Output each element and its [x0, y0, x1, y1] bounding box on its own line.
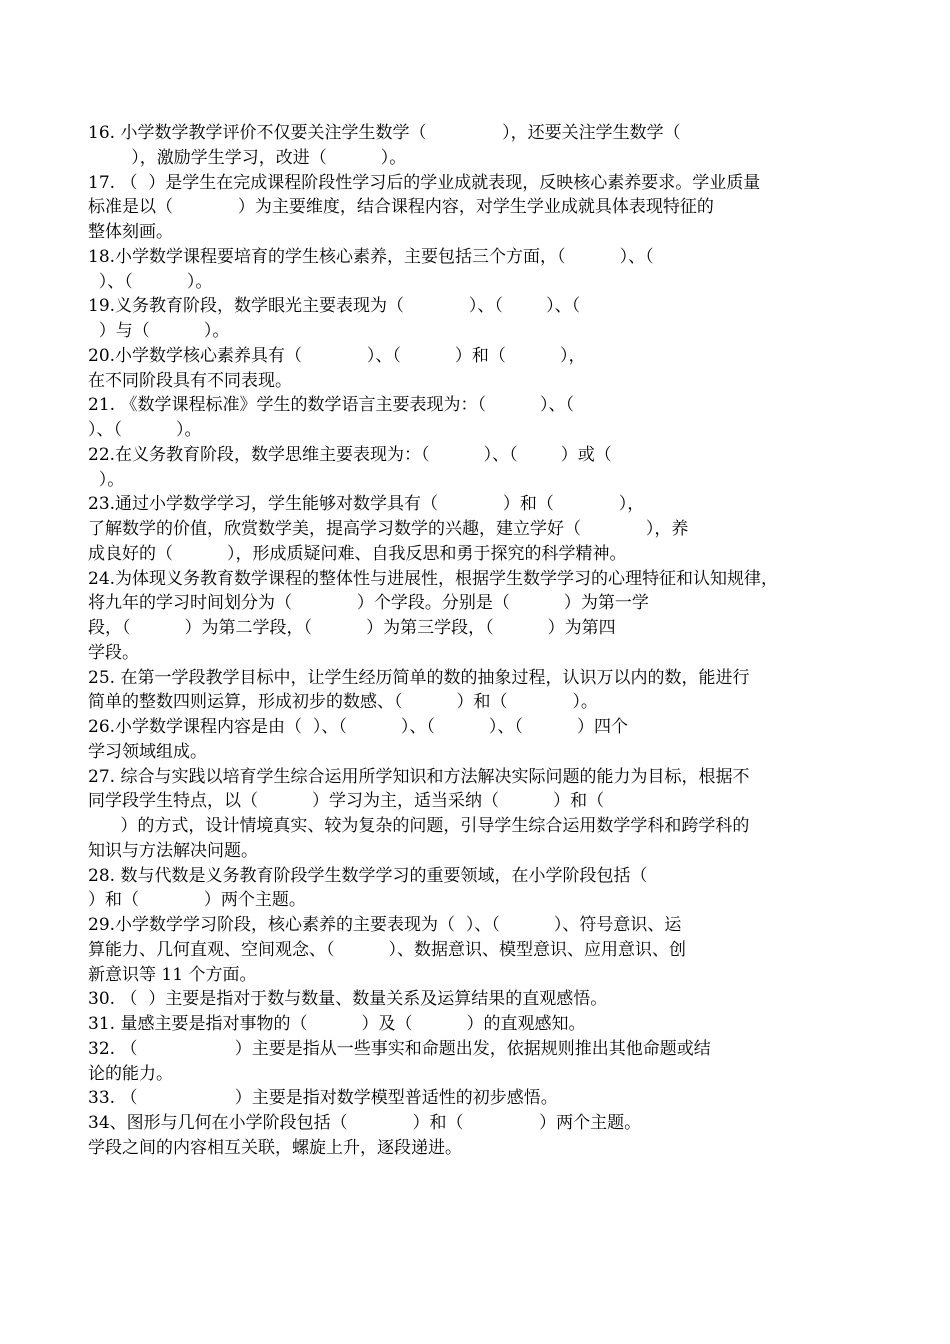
text-line: 论的能力。	[88, 1063, 173, 1084]
text-line: 33. （ ）主要是指对数学模型普适性的初步感悟。	[88, 1088, 558, 1109]
text-line: 段，（ ）为第二学段，（ ）为第三学段，（ ）为第四	[88, 618, 616, 638]
text-line: 25. 在第一学段教学目标中，让学生经历简单的数的抽象过程，认识万以内的数，能进行	[88, 667, 750, 688]
text-line: 整体刻画。	[88, 222, 173, 242]
text-line: 22.在义务教育阶段，数学思维主要表现为：（ ）、（ ）或（	[88, 444, 612, 465]
text-line: 17. （ ）是学生在完成课程阶段性学习后的学业成就表现，反映核心素养要求。学业质量	[88, 172, 761, 193]
text-line: 29.小学数学学习阶段，核心素养的主要表现为（ ）、（ ）、符号意识、运	[88, 915, 682, 935]
text-line: ）。	[88, 469, 125, 490]
text-line: 了解数学的价值，欣赏数学美，提高学习数学的兴趣，建立学好（ ），养	[88, 519, 689, 539]
text-line: 知识与方法解决问题。	[88, 840, 258, 861]
text-line: 算能力、几何直观、空间观念、（ ）、数据意识、模型意识、应用意识、创	[88, 939, 687, 960]
text-line: 学段。	[88, 642, 139, 663]
text-line: ），激励学生学习，改进（ ）。	[88, 147, 407, 168]
text-line: 27. 综合与实践以培育学生综合运用所学知识和方法解决实际问题的能力为目标，根据不	[88, 766, 750, 787]
text-line: 19.义务教育阶段，数学眼光主要表现为（ ）、（ ）、（	[88, 296, 581, 317]
text-line: 成良好的（ ），形成质疑问难、自我反思和勇于探究的科学精神。	[88, 543, 627, 564]
text-line: 26.小学数学课程内容是由（ ）、（ ）、（ ）、（ ）四个	[88, 717, 628, 737]
document-page	[88, 121, 878, 1161]
text-line: 将九年的学习时间划分为（ ）个学段。分别是（ ）为第一学	[88, 593, 649, 614]
text-line: ）和（ ）两个主题。	[88, 890, 306, 911]
text-line: 23.通过小学数学学习，学生能够对数学具有（ ）和（ ），	[88, 494, 645, 515]
text-line: ）、（ ）。	[88, 271, 213, 292]
text-line: 31. 量感主要是指对事物的（ ）及（ ）的直观感知。	[88, 1014, 586, 1034]
text-line: 21. 《数学课程标准》学生的数学语言主要表现为：（ ）、（	[88, 395, 574, 416]
text-line: ）、（ ）。	[88, 420, 202, 440]
text-line: 标准是以（ ）为主要维度，结合课程内容，对学生学业成就具体表现特征的	[88, 197, 714, 218]
text-line: 简单的整数四则运算，形成初步的数感、（ ）和（ ）。	[88, 692, 598, 713]
text-line: 24.为体现义务教育数学课程的整体性与进展性，根据学生数学学习的心理特征和认知规律，	[88, 568, 779, 589]
text-line: 20.小学数学核心素养具有（ ）、（ ）和（ ），	[88, 345, 586, 366]
text-line: 32. （ ）主要是指从一些事实和命题出发，依据规则推出其他命题或结	[88, 1038, 711, 1059]
text-line: 在不同阶段具有不同表现。	[88, 370, 292, 391]
text-line: ）的方式，设计情境真实、较为复杂的问题，引导学生综合运用数学学科和跨学科的	[88, 816, 750, 836]
text-line: ）与（ ）。	[88, 321, 230, 341]
text-line: 28. 数与代数是义务教育阶段学生数学学习的重要领域，在小学阶段包括（	[88, 865, 648, 886]
text-line: 学习领域组成。	[88, 741, 207, 762]
text-line: 34、图形与几何在小学阶段包括（ ）和（ ）两个主题。	[88, 1113, 642, 1133]
text-line: 16. 小学数学教学评价不仅要关注学生数学（ ），还要关注学生数学（	[88, 123, 681, 143]
text-line: 新意识等 11 个方面。	[88, 964, 257, 985]
text-line: 学段之间的内容相互关联，螺旋上升，逐段递进。	[88, 1137, 462, 1158]
text-line: 同学段学生特点，以（ ）学习为主，适当采纳（ ）和（	[88, 791, 605, 812]
text-line: 30. （ ）主要是指对于数与数量、数量关系及运算结果的直观感悟。	[88, 989, 608, 1010]
text-line: 18.小学数学课程要培育的学生核心素养，主要包括三个方面，（ ）、（	[88, 246, 654, 267]
